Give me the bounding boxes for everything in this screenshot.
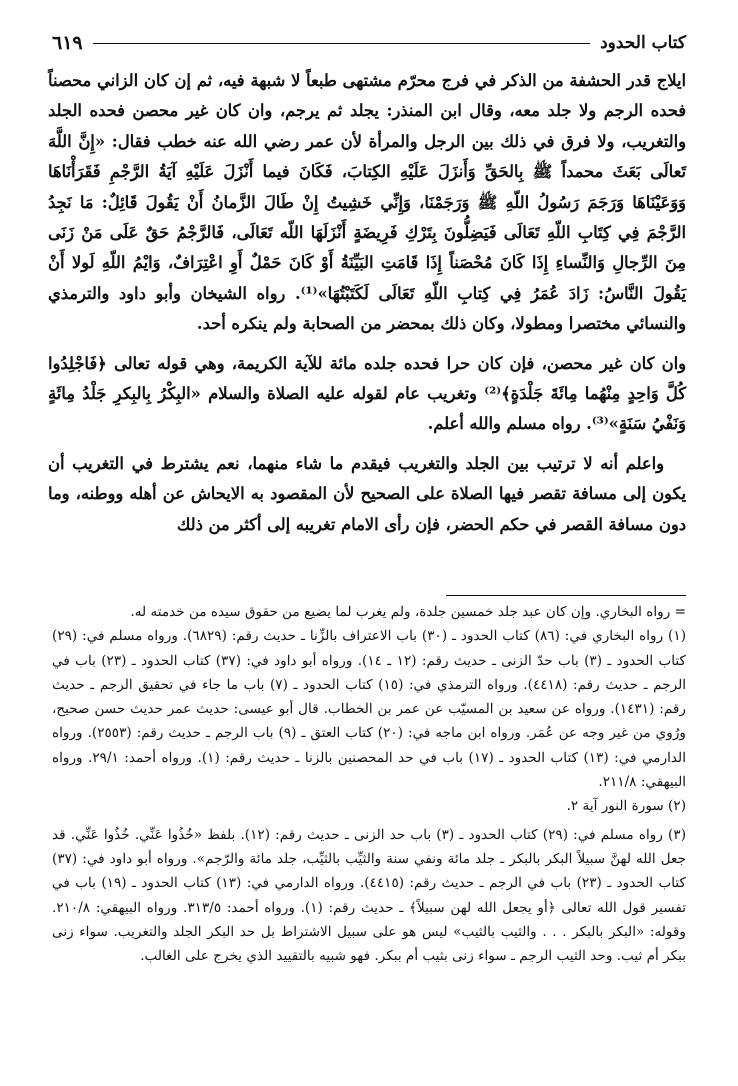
footnote-2: (٢) سورة النور آية ٢. (566, 798, 686, 815)
footnote-1: (١) رواه البخاري في: (٨٦) كتاب الحدود ـ (٣٠) باب الاعتراف بالزِّنا ـ حديث رقم: (٦٨٢٩). ورواه مسلم في: (٢٩) كتاب الحدود ـ (٣) باب حدّ الزنى ـ حديث رقم: (١٢ ـ ١٤). ورواه أبو داود في: (٣٧) كتاب الحدود ـ (٢٣) باب في الرجم ـ حديث رقم: (٤٤١٨). ورواه الترمذي في: (١٥) كتاب الحدود ـ (٧) باب ما جاء في تحقيق الرجم ـ حديث رقم: (١٤٣١). ورواه عن سعيد بن المسيّب عن عمر بن الخطاب. قال أبو عيسى: حديث عمر حديث حسن صحيح، ورُوي من غير وجه عن عُمَر. ورواه ابن ماجه في: (٢٠) كتاب العتق ـ (٩) باب الرجم ـ حديث رقم: (٢٥٥٣). ورواه الدارمي في: (١٣) كتاب الحدود ـ (١٧) باب في حد المحصنين بالزنا ـ حديث رقم: (١). ورواه أحمد: ٢٩/١. ورواه البيهقي: ٢١١/٨. (52, 628, 686, 791)
footnote-separator (446, 595, 686, 596)
main-text (48, 66, 686, 540)
chapter-title: كتاب الحدود (600, 33, 686, 53)
running-header (52, 28, 686, 58)
footnote-3: (٣) رواه مسلم في: (٢٩) كتاب الحدود ـ (٣) باب حد الزنى ـ حديث رقم: (١٢). بلفظ «خُذُوا عَنِّي. خُذُوا عَنِّي. قد جعل الله لهنَّ سبيلاً البكر بالبكر ـ جلد مائة ونفي سنة والثيِّب بالثيِّب، جلد مائة والرّجم». ورواه أبو داود في: (٣٧) كتاب الحدود ـ (٢٣) باب في الرجم ـ حديث رقم: (٤٤١٥). ورواه الدارمي في: (١٣) كتاب الحدود ـ (١٩) باب في تفسير قول الله تعالى ﴿أو يجعل الله لهن سبيلاً﴾ ـ حديث رقم: (١). ورواه أحمد: ٣١٣/٥. ورواه البيهقي: ٢١٠/٨. وقوله: «البكر بالبكر . . . والثيب بالثيب» ليس هو على سبيل الاشتراط بل حد البكر الجلد والتغريب. سواء زنى ببكر أم ثيب. وحد الثيب الرجم ـ سواء زنى بثيب أم ببكر. فهو شبيه بالتقييد الذي يخرج على الغالب. (52, 826, 686, 965)
paragraph: ايلاج قدر الحشفة من الذكر في فرج محرّم مشتهى طبعاً لا شبهة فيه، ثم إن كان الزاني محصناً فحده الرجم ولا جلد معه، وقال ابن المنذر: يجلد ثم يرجم، وان كان غير محصن فحده الجلد والتغريب، ولا فرق في ذلك بين الرجل والمرأة لأن عمر رضي الله عنه خطب فقال: «إِنَّ اللَّهَ تَعالَى بَعَثَ محمداً ﷺ بِالحَقِّ وَأَنزَلَ عَلَيْهِ الكِتابَ، فَكَانَ فيما أَنْزَلَ عَلَيْهِ آيَةُ الرَّجْمِ فَقَرَأْنَاهَا وَوَعَيْنَاهَا وَرَجَمَ رَسُولُ اللّهِ ﷺ وَرَجَمْنَا، وَإِنِّي خَشِيتُ إِنْ طَالَ الزَّمانُ أَنْ يَقُولَ قَائِلٌ: مَا نَجِدُ الرَّجْمَ فِي كِتَابِ اللّهِ تَعَالَى فَيَضِلُّونَ بِتَرْكِ فَرِيضَةٍ أَنْزَلَهَا اللّه تَعَالَى، فَالرَّجْمُ حَقٌ عَلَى مَنْ زَنَى مِنَ الرِّجالِ وَالنِّساءِ إِذَا كَانَ مُحْصَناً إِذَا قَامَتِ البَيِّنَةُ أَوْ كَانَ حَمْلٌ أَوِ اعْتِرَافٌ، وَايْمُ اللّهِ لَولا أَنْ يَقُولَ النَّاسُ: زَادَ عُمَرُ فِي كِتابِ اللّهِ تَعَالَى لَكَتَبْتُهَا»⁽¹⁾. رواه الشيخان وأبو داود والترمذي والنسائي مختصرا ومطولا، وكان ذلك بمحضر من الصحابة ولم ينكره أحد. (48, 71, 686, 334)
header-rule (93, 43, 590, 44)
page-number: ٦١٩ (52, 32, 83, 54)
paragraph: واعلم أنه لا ترتيب بين الجلد والتغريب فيقدم ما شاء منهما، نعم يشترط في التغريب أن يكون إلى مسافة تقصر فيها الصلاة على الصحيح لأن المقصود به الايحاش عن أهله ووطنه، وما دون مسافة القصر في حكم الحضر، فإن رأى الامام تغريبه إلى أكثر من ذلك (48, 453, 686, 534)
footnote-continuation: = رواه البخاري. وإن كان عبد جلد خمسين جلدة، ولم يغرب لما يضيع من حقوق سيده من خدمته له. (130, 604, 686, 620)
paragraph: وان كان غير محصن، فإن كان حرا فحده جلده مائة للآية الكريمة، وهي قوله تعالى ﴿فَاجْلِدُوا كُلَّ وَاحِدٍ مِنْهُما مِائَةَ جَلْدَةٍ﴾⁽²⁾ وتغريب عام لقوله عليه الصلاة والسلام «البِكْرُ بِالبِكرِ جَلْدُ مِائَةٍ وَنَفْيُ سَنَةٍ»⁽³⁾. رواه مسلم والله أعلم. (48, 353, 686, 434)
footnotes (52, 600, 686, 968)
